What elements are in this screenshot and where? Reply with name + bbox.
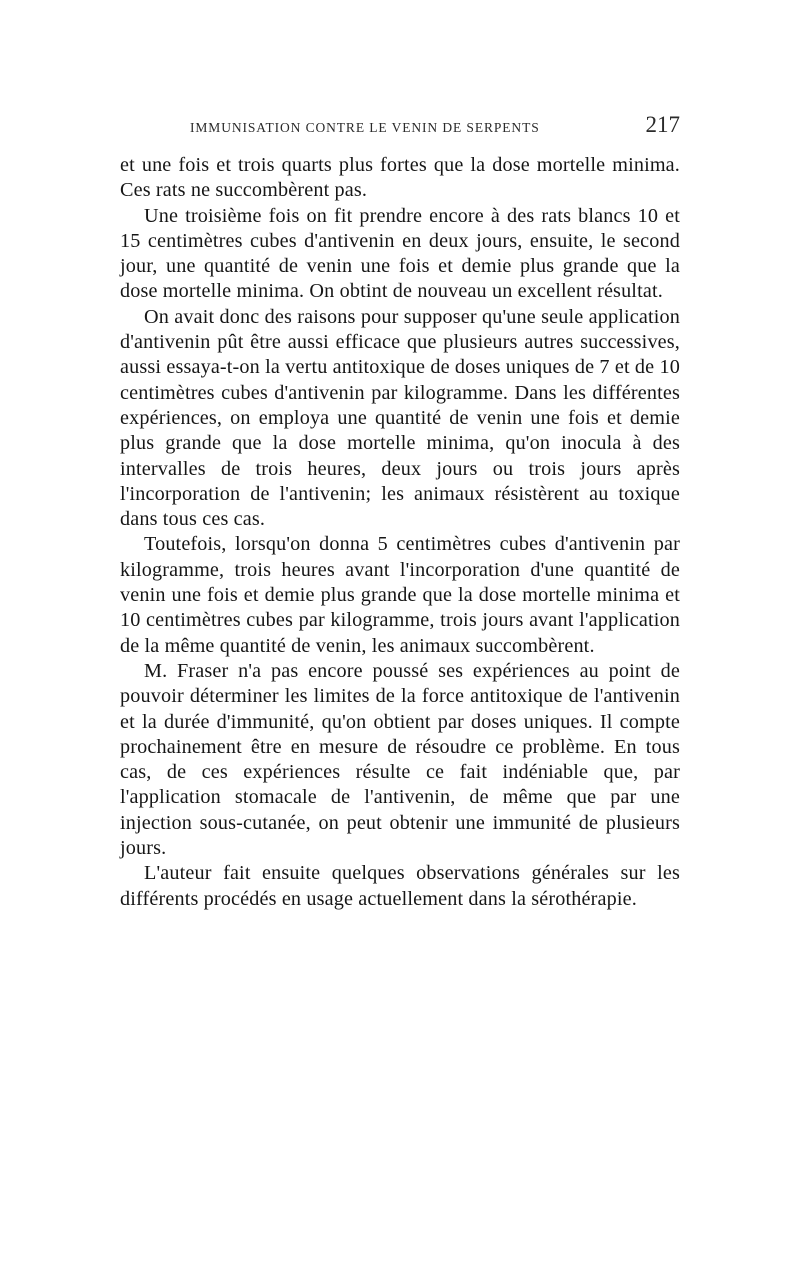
paragraph-3: On avait donc des raisons pour supposer qu'une seule application d'antivenin pût être aussi efficace que plusieurs autres successives, aussi essaya-t-on la vertu antitoxique de doses uniques de 7 et de 10 centimètres cubes d'antivenin par kilogramme. Dans les différentes expériences, on employa une quantité de venin une fois et demie plus grande que la dose mortelle minima, qu'on inocula à des intervalles de trois heures, deux jours ou trois jours après l'incorporation de l'antivenin; les animaux résistèrent au toxique dans tous ces cas. xyxy=(120,305,680,531)
running-title: IMMUNISATION CONTRE LE VENIN DE SERPENTS xyxy=(190,120,540,135)
paragraph-1: et une fois et trois quarts plus fortes que la dose mortelle minima. Ces rats ne succombèrent pas. xyxy=(120,154,680,202)
running-head xyxy=(118,112,682,142)
paragraph-4: Toutefois, lorsqu'on donna 5 centimètres cubes d'antivenin par kilogramme, trois heures avant l'incorporation d'une quantité de venin une fois et demie plus grande que la dose mortelle minima et 10 centimètres cubes par kilogramme, trois jours avant l'application de la même quantité de venin, les animaux succombèrent. xyxy=(120,533,680,657)
paragraph-5: M. Fraser n'a pas encore poussé ses expériences au point de pouvoir déterminer les limites de la force antitoxique de l'antivenin et la durée d'immunité, qu'on obtient par doses uniques. Il compte prochainement être en mesure de résoudre ce problème. En tous cas, de ces expériences résulte ce fait indéniable que, par l'application stomacale de l'antivenin, de même que par une injection sous-cutanée, on peut obtenir une immunité de plusieurs jours. xyxy=(120,659,680,860)
paragraph-6: L'auteur fait ensuite quelques observations générales sur les différents procédés en usage actuellement dans la sérothérapie. xyxy=(120,862,680,910)
paragraph-2: Une troisième fois on fit prendre encore à des rats blancs 10 et 15 centimètres cubes d'antivenin en deux jours, ensuite, le second jour, une quantité de venin une fois et demie plus grande que la dose mortelle minima. On obtint de nouveau un excellent résultat. xyxy=(120,204,680,303)
page-number: 217 xyxy=(645,112,680,137)
body-text xyxy=(120,153,680,912)
